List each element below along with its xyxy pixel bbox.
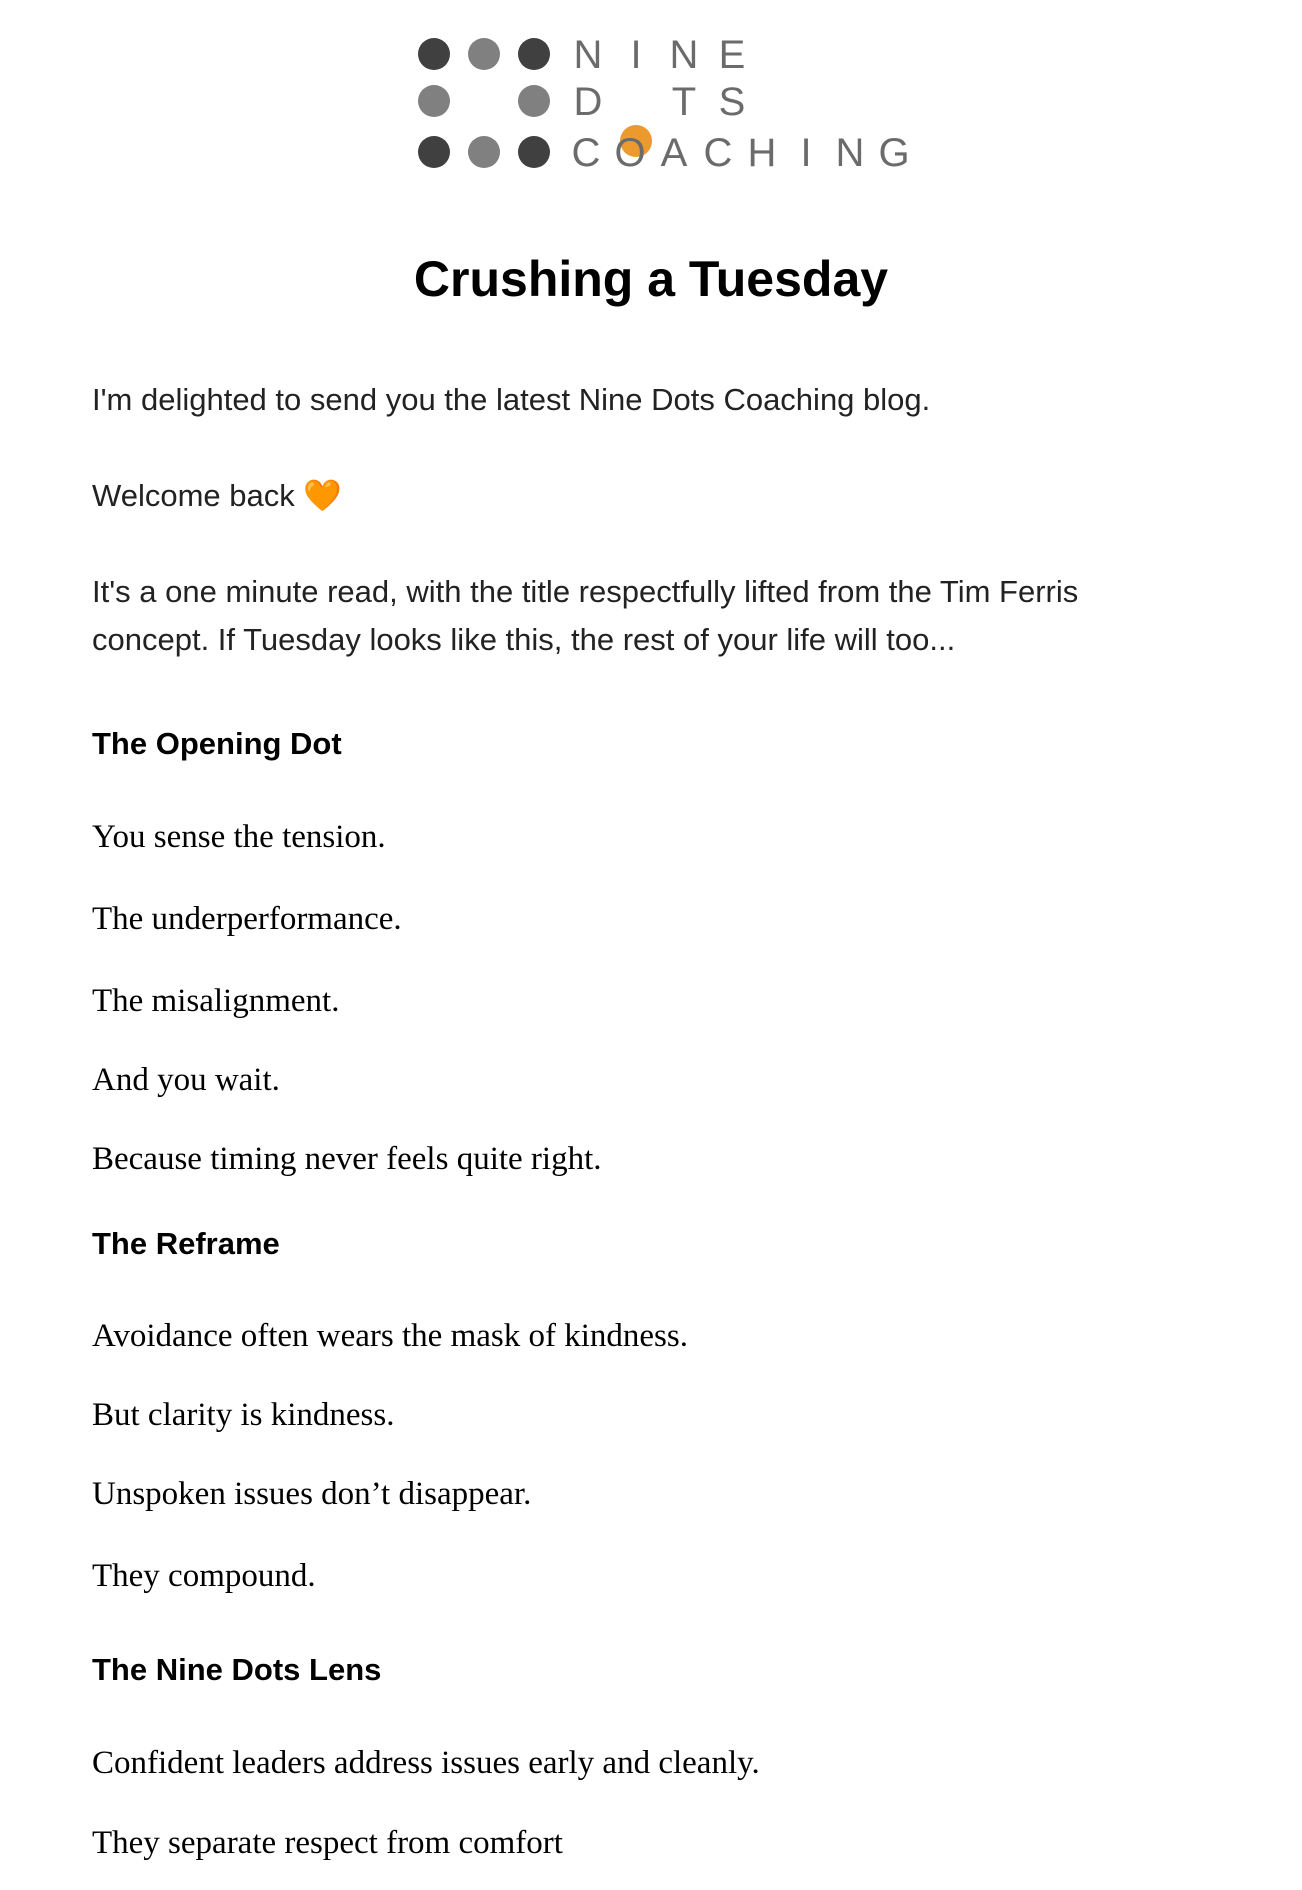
body-line: But clarity is kindness. xyxy=(92,1397,395,1433)
intro-paragraph-1: I'm delighted to send you the latest Nine Dots Coaching blog. xyxy=(92,382,931,417)
email-title: Crushing a Tuesday xyxy=(413,251,889,307)
body-line: They separate respect from comfort xyxy=(92,1825,563,1861)
logo-letter: O xyxy=(614,131,646,175)
body-line: They compound. xyxy=(92,1558,316,1594)
logo-letter: E xyxy=(718,33,746,77)
logo-letter: A xyxy=(660,131,688,175)
logo-dot xyxy=(518,38,550,70)
logo-dot xyxy=(518,85,550,117)
logo-letter: H xyxy=(747,131,777,175)
logo-dot xyxy=(468,38,500,70)
logo-word-coaching xyxy=(564,131,916,176)
section-heading-opening-dot: The Opening Dot xyxy=(92,726,342,761)
logo-dot xyxy=(468,136,500,168)
logo-letter: C xyxy=(703,131,733,175)
logo-letter: N xyxy=(669,33,699,77)
body-line: Because timing never feels quite right. xyxy=(92,1141,602,1177)
logo-letter: T xyxy=(671,80,697,124)
intro-paragraph-2 xyxy=(92,472,1172,520)
logo-dot xyxy=(418,136,450,168)
logo-letter: G xyxy=(878,131,910,175)
body-line: The underperformance. xyxy=(92,901,402,937)
body-line: Unspoken issues don’t disappear. xyxy=(92,1476,532,1512)
logo-dot xyxy=(518,136,550,168)
section-heading-reframe: The Reframe xyxy=(92,1226,280,1261)
logo-letter: I xyxy=(630,33,642,77)
logo-dot xyxy=(418,38,450,70)
welcome-text: Welcome back xyxy=(92,478,295,513)
logo-letter: D xyxy=(573,80,603,124)
logo-dot xyxy=(418,85,450,117)
body-line: And you wait. xyxy=(92,1062,280,1098)
body-line: The misalignment. xyxy=(92,983,340,1019)
logo-word-nine xyxy=(564,33,756,78)
logo-letter: N xyxy=(573,33,603,77)
logo-letter: N xyxy=(835,131,865,175)
logo-letter: I xyxy=(800,131,812,175)
body-line: Avoidance often wears the mask of kindness. xyxy=(92,1318,688,1354)
section-heading-nine-dots-lens: The Nine Dots Lens xyxy=(92,1652,382,1687)
orange-heart-icon: 🧡 xyxy=(303,478,342,513)
logo-letter: S xyxy=(718,80,746,124)
intro-paragraph-3: It's a one minute read, with the title respectfully lifted from the Tim Ferris concept. If Tuesday looks like this, the rest of your life will too... xyxy=(92,574,1079,657)
body-line: Confident leaders address issues early and cleanly. xyxy=(92,1745,760,1781)
body-line: You sense the tension. xyxy=(92,819,386,855)
logo-letter: C xyxy=(571,131,601,175)
logo-word-dots xyxy=(564,80,756,125)
nine-dots-coaching-logo xyxy=(404,33,910,175)
